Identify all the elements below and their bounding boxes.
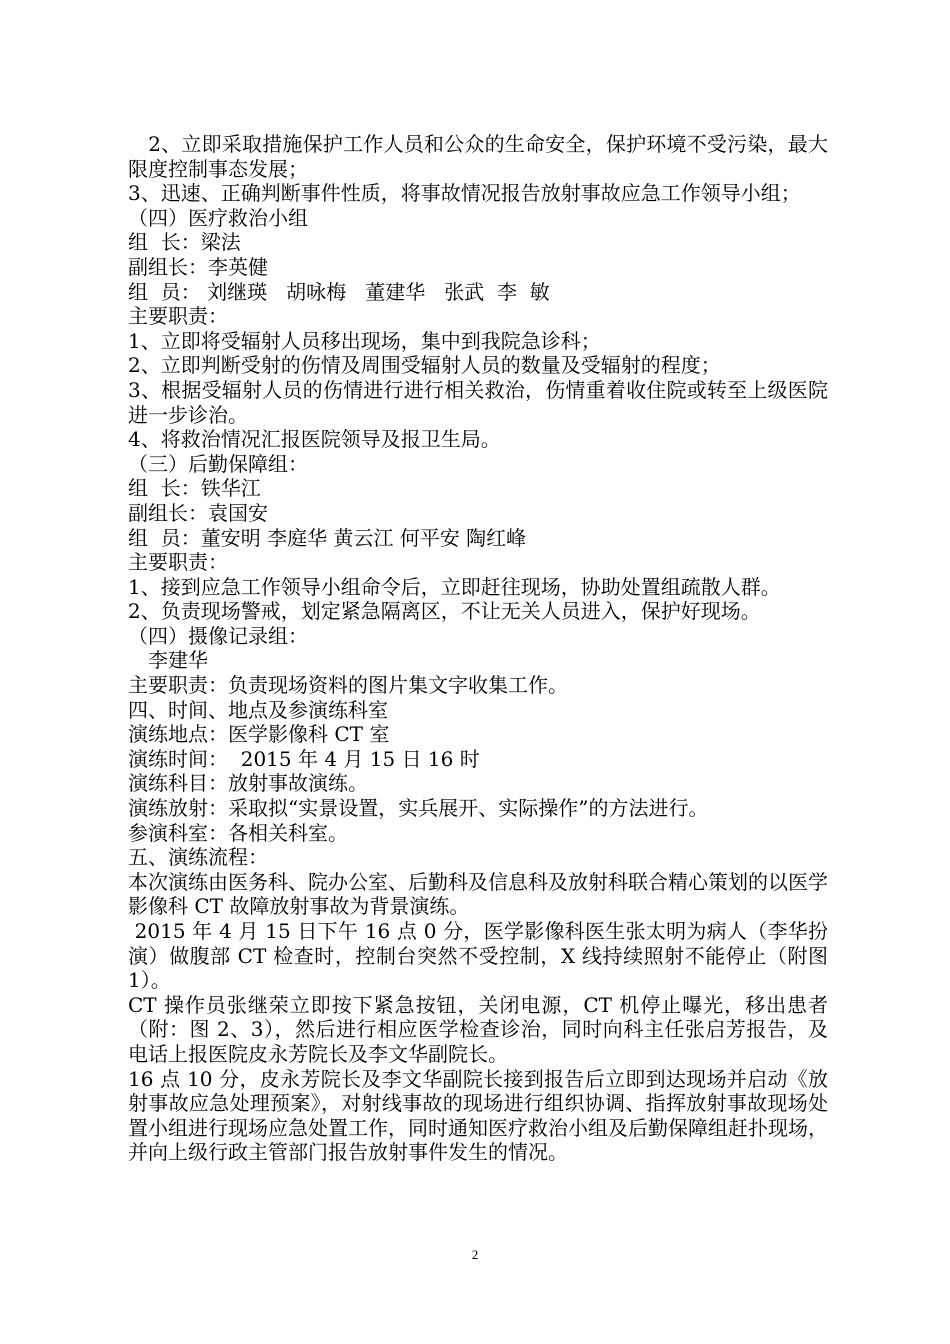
section-heading-medical-rescue: （四）医疗救治小组 bbox=[128, 205, 308, 230]
duties-heading: 主要职责： bbox=[128, 304, 228, 329]
recording-member: 李建华 bbox=[128, 648, 208, 673]
process-paragraph-4: 16 点 10 分，皮永芳院长及李文华副院长接到报告后立即到达现场并启动《放射事故应急处理预案》，对射线事故的现场进行组织协调、指挥放射事故现场处置小组进行现场应急处置工作，同时通知医疗救治小组及后勤保障组赶扑现场，并向上级行政主管部门报告放射事件发生的情况。 bbox=[128, 1066, 828, 1165]
duty-item-2: 2、立即判断受射的伤情及周围受辐射人员的数量及受辐射的程度； bbox=[128, 353, 721, 378]
page-number: 2 bbox=[471, 1247, 479, 1262]
logistics-leader-line: 组 长：铁华江 bbox=[128, 476, 261, 501]
process-paragraph-3: CT 操作员张继荣立即按下紧急按钮，关闭电源，CT 机停止曝光，移出患者（附：图 2、3），然后进行相应医学检查诊治，同时向科主任张启芳报告，及电话上报医院皮永芳院长及李文华副院长。 bbox=[128, 992, 828, 1066]
document-body bbox=[128, 132, 835, 1165]
process-paragraph-2: 2015 年 4 月 15 日下午 16 点 0 分，医学影像科医生张太明为病人（李华扮演）做腹部 CT 检查时，控制台突然不受控制，X 线持续照射不能停止（附图 1）。 bbox=[128, 919, 835, 993]
members-line: 组 员： 刘继瑛 胡咏梅 董建华 张武 李 敏 bbox=[128, 279, 550, 304]
drill-departments: 参演科室：各相关科室。 bbox=[128, 820, 348, 845]
duty-item-4: 4、将救治情况汇报医院领导及报卫生局。 bbox=[128, 427, 501, 452]
drill-time: 演练时间： 2015 年 4 月 15 日 16 时 bbox=[128, 746, 480, 771]
duty-item-3: 3、根据受辐射人员的伤情进行进行相关救治，伤情重着收住院或转至上级医院进一步诊治。 bbox=[128, 377, 828, 427]
recording-duties: 主要职责：负责现场资料的图片集文字收集工作。 bbox=[128, 673, 568, 698]
deputy-leader-line: 副组长：李英健 bbox=[128, 254, 268, 279]
section-heading-logistics: （三）后勤保障组： bbox=[128, 451, 308, 476]
logistics-duties-heading: 主要职责： bbox=[128, 550, 228, 575]
process-paragraph-1: 本次演练由医务科、院办公室、后勤科及信息科及放射科联合精心策划的以医学影像科 CT 故障放射事故为背景演练。 bbox=[128, 869, 828, 919]
paragraph-1: 2、立即采取措施保护工作人员和公众的生命安全，保护环境不受污染，最大限度控制事态发展； bbox=[128, 132, 828, 181]
duty-item-1: 1、立即将受辐射人员移出现场，集中到我院急诊科； bbox=[128, 328, 601, 353]
drill-method: 演练放射：采取拟“实景设置，实兵展开、实际操作”的方法进行。 bbox=[128, 796, 709, 821]
logistics-duty-1: 1、接到应急工作领导小组命令后，立即赶往现场，协助处置组疏散人群。 bbox=[128, 574, 781, 599]
drill-location: 演练地点：医学影像科 CT 室 bbox=[128, 722, 390, 747]
paragraph-2: 3、迅速、正确判断事件性质，将事故情况报告放射事故应急工作领导小组； bbox=[128, 181, 801, 206]
leader-line: 组 长：梁法 bbox=[128, 230, 241, 255]
section-heading-time-place: 四、时间、地点及参演练科室 bbox=[128, 697, 388, 722]
logistics-members-line: 组 员：董安明 李庭华 黄云江 何平安 陶红峰 bbox=[128, 525, 527, 550]
section-heading-recording: （四）摄像记录组： bbox=[128, 623, 308, 648]
logistics-duty-2: 2、负责现场警戒，划定紧急隔离区，不让无关人员进入，保护好现场。 bbox=[128, 599, 761, 624]
section-heading-process: 五、演练流程： bbox=[128, 845, 268, 870]
drill-subject: 演练科目：放射事故演练。 bbox=[128, 771, 368, 796]
logistics-deputy-line: 副组长：袁国安 bbox=[128, 500, 268, 525]
